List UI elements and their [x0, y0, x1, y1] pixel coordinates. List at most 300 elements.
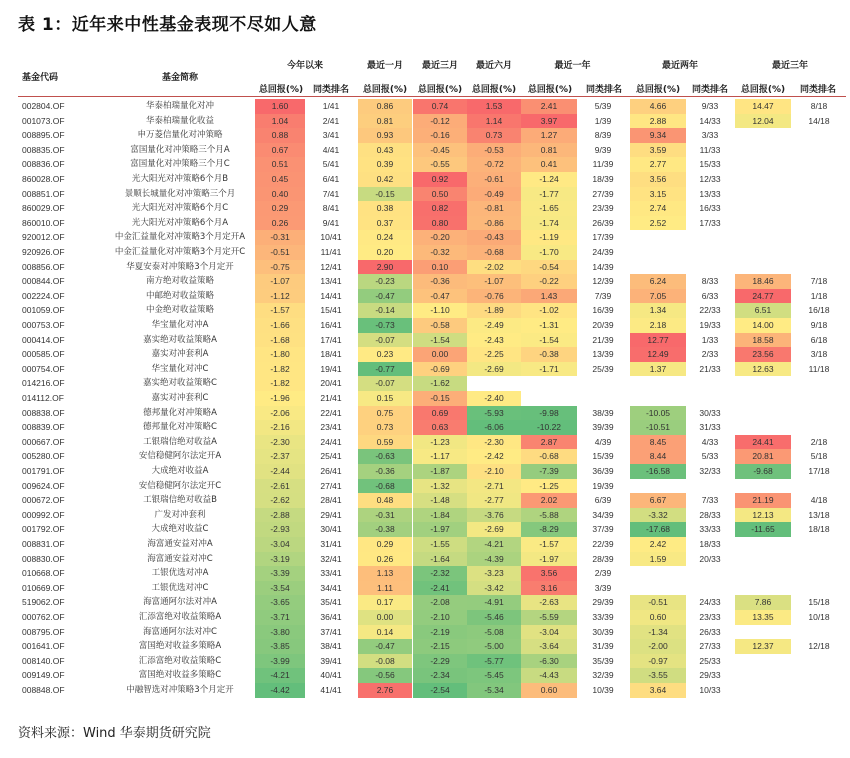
cell-name: 中金绝对收益策略 — [145, 305, 214, 316]
cell-code: 000753.OF — [22, 320, 65, 330]
cell-y2: -0.51 — [630, 595, 686, 610]
cell-ytd: -3.80 — [255, 625, 305, 640]
table-row — [0, 99, 850, 114]
cell-code: 005280.OF — [22, 451, 65, 462]
cell-y1-rank: 20/39 — [592, 320, 614, 330]
cell-m6: -2.69 — [467, 522, 521, 537]
cell-name: 华泰柏瑞量化收益 — [145, 115, 214, 126]
cell-m6: -0.81 — [467, 201, 521, 216]
cell-m1: -0.77 — [358, 362, 412, 377]
cell-m6: -2.43 — [467, 333, 521, 348]
cell-y1-rank: 21/39 — [592, 334, 614, 345]
cell-y1: -1.19 — [521, 230, 577, 245]
cell-y3-rank — [795, 172, 843, 187]
cell-y1-rank: 22/39 — [592, 539, 614, 549]
cell-y3 — [735, 128, 791, 143]
cell-y3 — [735, 406, 791, 421]
cell-ytd: -3.04 — [255, 537, 305, 552]
cell-m6: -4.21 — [467, 537, 521, 552]
table-row — [0, 537, 850, 552]
cell-name: 工银优选对冲C — [151, 582, 209, 593]
header-2y-return: 总回报(%) — [635, 85, 681, 95]
cell-y1-rank: 3/39 — [594, 582, 612, 593]
cell-ytd: -1.80 — [255, 347, 305, 362]
cell-y3-rank: 9/18 — [810, 320, 828, 330]
cell-code: 001792.OF — [22, 524, 65, 535]
cell-ytd-rank: 40/41 — [320, 670, 342, 681]
table-row — [0, 464, 850, 479]
cell-y3 — [735, 552, 791, 567]
cell-y1-rank: 10/39 — [592, 685, 614, 695]
cell-name: 海富通阿尔法对冲C — [143, 626, 217, 637]
cell-ytd: -2.93 — [255, 522, 305, 537]
cell-ytd-rank: 7/41 — [322, 188, 340, 199]
cell-y2: 12.49 — [630, 347, 686, 362]
cell-y2: 3.15 — [630, 187, 686, 202]
cell-name: 富国量化对冲策略三个月C — [130, 159, 230, 170]
cell-name: 嘉实绝对收益策略C — [143, 378, 217, 389]
cell-y3-rank — [795, 479, 843, 494]
table-row — [0, 639, 850, 654]
cell-m6: -5.46 — [467, 610, 521, 625]
cell-m3: -0.15 — [413, 391, 467, 406]
cell-y1-rank: 2/39 — [594, 568, 612, 579]
cell-code: 008856.OF — [22, 261, 65, 272]
cell-m6: -3.76 — [467, 508, 521, 523]
cell-code: 001791.OF — [22, 466, 65, 476]
cell-m3: -2.32 — [413, 566, 467, 581]
cell-y1: -8.29 — [521, 522, 577, 537]
cell-m1: 2.90 — [358, 260, 412, 275]
table-row — [0, 230, 850, 245]
cell-y3 — [735, 245, 791, 260]
cell-y1-rank: 35/39 — [592, 655, 614, 666]
cell-ytd: 0.67 — [255, 143, 305, 158]
cell-y1-rank: 33/39 — [592, 612, 614, 622]
cell-ytd: -2.88 — [255, 508, 305, 523]
cell-y2: 2.42 — [630, 537, 686, 552]
cell-y3: 14.00 — [735, 318, 791, 333]
cell-m3: -1.62 — [413, 376, 467, 391]
cell-y2-rank: 25/33 — [699, 655, 721, 666]
cell-y2: -10.51 — [630, 420, 686, 435]
cell-ytd-rank: 20/41 — [320, 378, 342, 389]
cell-ytd-rank: 19/41 — [320, 363, 342, 374]
cell-m3: 0.00 — [413, 347, 467, 362]
cell-ytd-rank: 2/41 — [322, 115, 340, 126]
cell-code: 860029.OF — [22, 203, 65, 214]
cell-ytd-rank: 23/41 — [320, 422, 342, 433]
cell-m1: -0.36 — [358, 464, 412, 479]
cell-y1-rank: 23/39 — [592, 203, 614, 214]
cell-y1-rank: 13/39 — [592, 349, 614, 360]
cell-m1: 0.86 — [358, 99, 412, 114]
cell-m1: 0.93 — [358, 128, 412, 143]
cell-code: 519062.OF — [22, 597, 65, 608]
cell-name: 安信稳健阿尔法定开A — [138, 451, 222, 462]
cell-m6: 1.14 — [467, 114, 521, 129]
cell-y3 — [735, 625, 791, 640]
cell-code: 008795.OF — [22, 626, 65, 637]
cell-y1 — [521, 391, 577, 406]
cell-m3: -2.10 — [413, 610, 467, 625]
cell-y1-rank: 32/39 — [592, 670, 614, 681]
cell-m6: -2.69 — [467, 362, 521, 377]
cell-m6: -0.86 — [467, 216, 521, 231]
cell-ytd-rank: 24/41 — [320, 436, 342, 447]
cell-y1: 0.81 — [521, 143, 577, 158]
header-ytd-rank: 同类排名 — [312, 85, 349, 95]
cell-code: 009624.OF — [22, 480, 65, 491]
cell-ytd-rank: 13/41 — [320, 276, 342, 287]
cell-y1: -1.24 — [521, 172, 577, 187]
cell-ytd: -2.16 — [255, 420, 305, 435]
cell-y2-rank: 15/33 — [699, 159, 721, 170]
cell-ytd-rank: 17/41 — [320, 334, 342, 345]
header-ytd-return: 总回报(%) — [258, 85, 304, 95]
cell-m6: -3.42 — [467, 581, 521, 596]
cell-m6: -4.91 — [467, 595, 521, 610]
cell-y3: 13.35 — [735, 610, 791, 625]
table-row — [0, 566, 850, 581]
cell-name: 海富通阿尔法对冲A — [143, 597, 217, 608]
cell-ytd: -2.06 — [255, 406, 305, 421]
cell-y3 — [735, 479, 791, 494]
cell-y3 — [735, 420, 791, 435]
cell-code: 009149.OF — [22, 670, 65, 681]
cell-y3-rank — [795, 216, 843, 231]
cell-y1-rank: 9/39 — [594, 144, 612, 155]
cell-ytd: -1.66 — [255, 318, 305, 333]
cell-y2: 7.05 — [630, 289, 686, 304]
cell-m6: -0.49 — [467, 187, 521, 202]
cell-y1-rank: 8/39 — [594, 130, 612, 141]
cell-ytd-rank: 5/41 — [322, 159, 340, 170]
cell-y3-rank: 8/18 — [810, 101, 828, 111]
cell-y1: 3.56 — [521, 566, 577, 581]
cell-ytd: -4.42 — [255, 683, 305, 698]
cell-ytd-rank: 32/41 — [320, 553, 342, 564]
cell-y1: 2.41 — [521, 99, 577, 114]
cell-code: 008140.OF — [22, 655, 65, 666]
cell-y2: 1.59 — [630, 552, 686, 567]
cell-y1: -1.71 — [521, 362, 577, 377]
cell-y2-rank: 9/33 — [701, 101, 719, 111]
cell-code: 001073.OF — [22, 115, 65, 126]
cell-y1-rank: 4/39 — [594, 436, 612, 447]
cell-ytd-rank: 9/41 — [322, 217, 340, 228]
cell-y3 — [735, 157, 791, 172]
cell-m3: -2.54 — [413, 683, 467, 698]
cell-ytd-rank: 37/41 — [320, 626, 342, 637]
cell-name: 德邦量化对冲策略C — [143, 422, 217, 433]
table-row — [0, 420, 850, 435]
cell-y2 — [630, 566, 686, 581]
cell-ytd: -1.82 — [255, 376, 305, 391]
cell-ytd-rank: 26/41 — [320, 466, 342, 476]
cell-y3: 12.13 — [735, 508, 791, 523]
cell-name: 华宝量化对冲A — [151, 320, 209, 330]
cell-y2 — [630, 245, 686, 260]
cell-y1-rank — [580, 376, 626, 391]
cell-m3: -0.58 — [413, 318, 467, 333]
cell-y3-rank: 16/18 — [808, 305, 830, 316]
cell-y3: 14.47 — [735, 99, 791, 114]
cell-m3: 0.74 — [413, 99, 467, 114]
cell-m1: 0.24 — [358, 230, 412, 245]
cell-m6: -2.71 — [467, 479, 521, 494]
cell-y2: 2.88 — [630, 114, 686, 129]
cell-y2: -1.34 — [630, 625, 686, 640]
cell-y1: -1.74 — [521, 216, 577, 231]
cell-name: 中金汇益量化对冲策略3个月定开C — [114, 247, 246, 257]
cell-m3: -1.48 — [413, 493, 467, 508]
cell-m3: -2.08 — [413, 595, 467, 610]
cell-y3 — [735, 566, 791, 581]
cell-y3: 6.51 — [735, 303, 791, 318]
cell-name: 华泰柏瑞量化对冲 — [145, 101, 214, 111]
cell-m1: 0.59 — [358, 435, 412, 450]
cell-y2: 0.60 — [630, 610, 686, 625]
cell-y2: 4.66 — [630, 99, 686, 114]
cell-y2: 12.77 — [630, 333, 686, 348]
cell-y3-rank — [795, 683, 843, 698]
cell-y2-rank — [688, 230, 732, 245]
header-6m-return: 总回报(%) — [471, 85, 517, 95]
table-row — [0, 260, 850, 275]
cell-code: 000414.OF — [22, 334, 65, 345]
cell-name: 景顺长城量化对冲策略三个月 — [124, 188, 236, 199]
cell-y3-rank: 6/18 — [810, 334, 828, 345]
cell-m6: -0.43 — [467, 230, 521, 245]
cell-y1: -1.25 — [521, 479, 577, 494]
cell-name: 汇添富绝对收益策略A — [138, 612, 222, 622]
cell-m6: -5.77 — [467, 654, 521, 669]
cell-y2-rank — [688, 260, 732, 275]
table-title: 表 1：近年来中性基金表现不尽如人意 — [18, 15, 317, 35]
cell-y1-rank: 1/39 — [594, 115, 612, 126]
cell-m6: -4.39 — [467, 552, 521, 567]
cell-ytd-rank: 38/41 — [320, 641, 342, 652]
cell-y1-rank: 39/39 — [592, 422, 614, 433]
cell-y1-rank: 25/39 — [592, 363, 614, 374]
header-3y-return: 总回报(%) — [740, 85, 786, 95]
cell-m1: 0.73 — [358, 420, 412, 435]
cell-y3-rank: 5/18 — [810, 451, 828, 462]
cell-ytd: -1.12 — [255, 289, 305, 304]
cell-y1-rank: 28/39 — [592, 553, 614, 564]
cell-ytd: 1.04 — [255, 114, 305, 129]
cell-y2-rank: 19/33 — [699, 320, 721, 330]
cell-m6: 0.73 — [467, 128, 521, 143]
cell-y1: -6.30 — [521, 654, 577, 669]
cell-y2-rank: 5/33 — [701, 451, 719, 462]
cell-m6: -2.25 — [467, 347, 521, 362]
table-row — [0, 201, 850, 216]
cell-m6: -2.30 — [467, 435, 521, 450]
cell-y3-rank — [795, 552, 843, 567]
cell-ytd: -3.19 — [255, 552, 305, 567]
cell-y3 — [735, 216, 791, 231]
cell-ytd-rank: 33/41 — [320, 568, 342, 579]
header-code: 基金代码 — [22, 73, 59, 83]
cell-y1: -1.70 — [521, 245, 577, 260]
cell-name: 工银瑞信绝对收益A — [143, 436, 217, 447]
cell-ytd: 0.88 — [255, 128, 305, 143]
cell-y2: -2.00 — [630, 639, 686, 654]
cell-m3: -2.29 — [413, 654, 467, 669]
cell-y3: 23.56 — [735, 347, 791, 362]
cell-ytd-rank: 39/41 — [320, 655, 342, 666]
cell-y1: -2.63 — [521, 595, 577, 610]
cell-y3 — [735, 376, 791, 391]
cell-m3: -0.20 — [413, 230, 467, 245]
cell-code: 920926.OF — [22, 247, 65, 257]
cell-y3 — [735, 143, 791, 158]
cell-y3-rank — [795, 654, 843, 669]
cell-y1: -1.02 — [521, 303, 577, 318]
cell-m1: -0.47 — [358, 289, 412, 304]
cell-m6: -2.40 — [467, 391, 521, 406]
cell-y3: 21.19 — [735, 493, 791, 508]
cell-code: 860028.OF — [22, 174, 65, 184]
cell-y2-rank: 4/33 — [701, 436, 719, 447]
cell-ytd: 0.45 — [255, 172, 305, 187]
cell-y2-rank: 7/33 — [701, 495, 719, 506]
cell-ytd-rank: 22/41 — [320, 407, 342, 418]
cell-y1: -1.65 — [521, 201, 577, 216]
cell-y3-rank — [795, 245, 843, 260]
cell-y3-rank — [795, 157, 843, 172]
cell-y3-rank: 18/18 — [808, 524, 830, 535]
cell-y3 — [735, 187, 791, 202]
header-group-3y: 最近三年 — [771, 61, 808, 71]
table-row — [0, 522, 850, 537]
cell-y3: 12.37 — [735, 639, 791, 654]
cell-ytd-rank: 11/41 — [320, 247, 342, 257]
cell-y1-rank: 18/39 — [592, 174, 614, 184]
cell-m1: -0.38 — [358, 522, 412, 537]
cell-m3: -1.97 — [413, 522, 467, 537]
cell-code: 008895.OF — [22, 130, 65, 141]
cell-y3 — [735, 201, 791, 216]
cell-y3-rank — [795, 201, 843, 216]
cell-y3-rank — [795, 420, 843, 435]
cell-ytd: -1.07 — [255, 274, 305, 289]
cell-y1-rank: 38/39 — [592, 407, 614, 418]
cell-code: 001059.OF — [22, 305, 65, 316]
cell-y3-rank: 10/18 — [808, 612, 830, 622]
cell-y2: 3.56 — [630, 172, 686, 187]
cell-y3-rank: 1/18 — [810, 290, 828, 301]
cell-y2-rank: 21/33 — [699, 363, 721, 374]
cell-code: 008835.OF — [22, 144, 65, 155]
cell-y2: -16.58 — [630, 464, 686, 479]
cell-m3: -0.69 — [413, 362, 467, 377]
table-row — [0, 654, 850, 669]
cell-ytd: 1.60 — [255, 99, 305, 114]
cell-code: 002224.OF — [22, 290, 65, 301]
cell-y3 — [735, 230, 791, 245]
cell-ytd-rank: 1/41 — [322, 101, 340, 111]
cell-m6: -1.89 — [467, 303, 521, 318]
cell-name: 南方绝对收益策略 — [145, 276, 214, 287]
cell-name: 广发对冲套利 — [154, 509, 206, 520]
cell-y3-rank — [795, 406, 843, 421]
cell-y2: 2.52 — [630, 216, 686, 231]
cell-y2-rank: 2/33 — [701, 349, 719, 360]
cell-y3-rank — [795, 566, 843, 581]
cell-m1: 0.39 — [358, 157, 412, 172]
cell-y1-rank: 17/39 — [592, 232, 614, 243]
cell-name: 工银优选对冲A — [151, 568, 209, 579]
table-row — [0, 668, 850, 683]
cell-y2: -0.97 — [630, 654, 686, 669]
header-1y-rank: 同类排名 — [585, 85, 622, 95]
cell-y2: 8.45 — [630, 435, 686, 450]
cell-m3: -1.10 — [413, 303, 467, 318]
cell-m3: -1.87 — [413, 464, 467, 479]
cell-y3-rank — [795, 187, 843, 202]
cell-y2: -3.55 — [630, 668, 686, 683]
cell-y2-rank: 33/33 — [699, 524, 721, 535]
cell-y2: 3.64 — [630, 683, 686, 698]
cell-m1: -0.15 — [358, 187, 412, 202]
table-row — [0, 683, 850, 698]
header-group-1y: 最近一年 — [554, 61, 591, 71]
cell-m1: -0.23 — [358, 274, 412, 289]
cell-name: 安信稳健阿尔法定开C — [138, 480, 222, 491]
cell-ytd-rank: 4/41 — [322, 144, 340, 155]
cell-y2-rank: 8/33 — [701, 276, 719, 287]
table-row — [0, 289, 850, 304]
cell-ytd-rank: 41/41 — [320, 685, 342, 695]
cell-m6: -2.02 — [467, 260, 521, 275]
cell-y1-rank: 14/39 — [592, 261, 614, 272]
cell-y3: -11.65 — [735, 522, 791, 537]
cell-m1: -0.07 — [358, 333, 412, 348]
cell-y2-rank: 6/33 — [701, 290, 719, 301]
cell-y2 — [630, 260, 686, 275]
cell-code: 010669.OF — [22, 582, 65, 593]
cell-m6: -5.08 — [467, 625, 521, 640]
table-row — [0, 406, 850, 421]
cell-code: 008836.OF — [22, 159, 65, 170]
cell-y3-rank: 11/18 — [808, 363, 830, 374]
cell-y1: 1.43 — [521, 289, 577, 304]
cell-y1: 0.60 — [521, 683, 577, 698]
cell-m6: -2.49 — [467, 318, 521, 333]
cell-y3 — [735, 391, 791, 406]
cell-name: 中融智选对冲策略3个月定开 — [126, 685, 234, 695]
cell-m6: -5.45 — [467, 668, 521, 683]
cell-y2-rank: 3/33 — [701, 130, 719, 141]
header-divider — [18, 96, 846, 97]
cell-y1-rank: 19/39 — [592, 480, 614, 491]
cell-y2-rank: 18/33 — [699, 539, 721, 549]
cell-y3-rank — [795, 128, 843, 143]
cell-ytd-rank: 28/41 — [320, 495, 342, 506]
cell-name: 汇添富绝对收益策略C — [138, 655, 222, 666]
cell-m1: 0.20 — [358, 245, 412, 260]
cell-y2: 9.34 — [630, 128, 686, 143]
cell-ytd: -0.75 — [255, 260, 305, 275]
cell-y3: 18.46 — [735, 274, 791, 289]
cell-m1: 0.29 — [358, 537, 412, 552]
cell-ytd-rank: 30/41 — [320, 524, 342, 535]
table-row — [0, 610, 850, 625]
source-note: 资料来源：Wind 华泰期货研究院 — [18, 726, 211, 741]
